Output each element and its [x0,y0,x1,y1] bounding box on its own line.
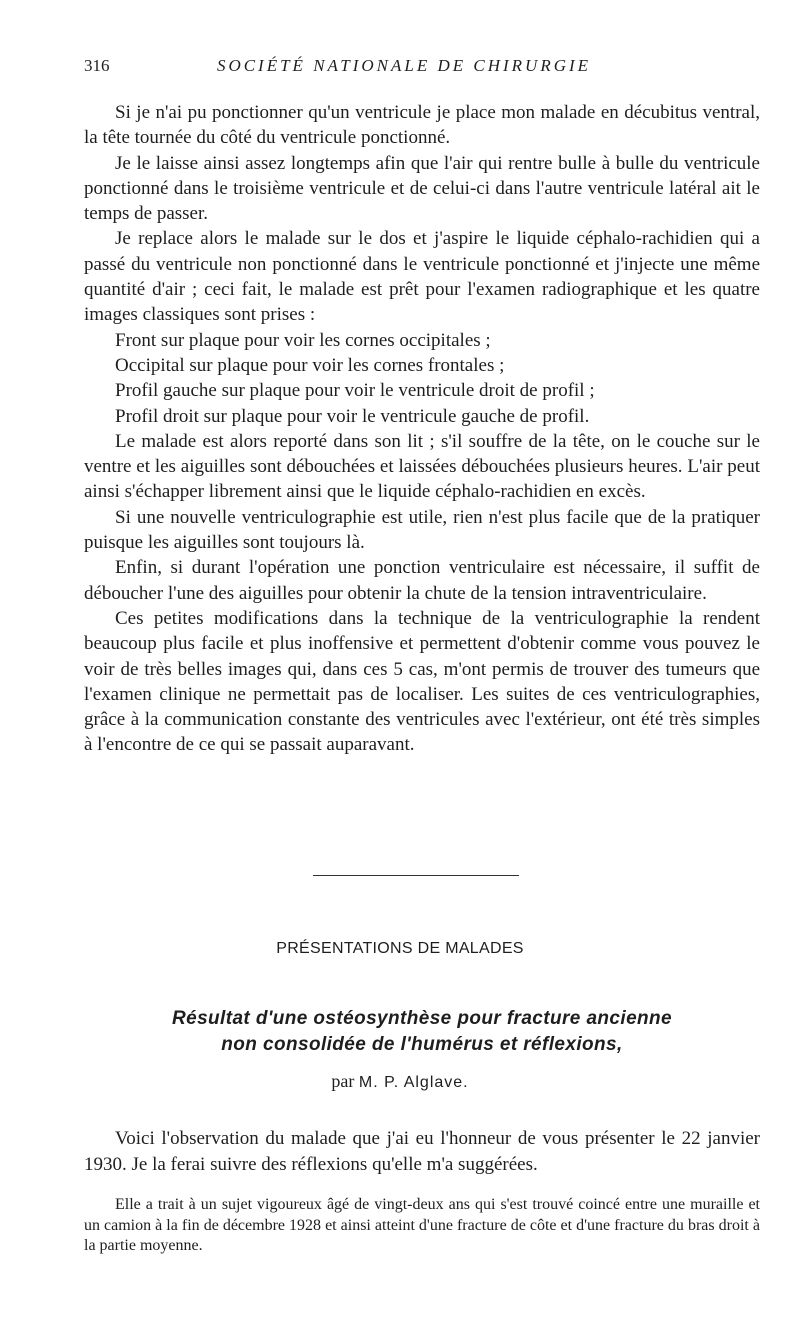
section-divider [313,875,519,876]
paragraph: Je replace alors le malade sur le dos et j'aspire le liquide céphalo-rachidien qui a passé du ventricule non ponctionné dans le ventricule ponctionné et j'injecte une même quantité d'air ; ceci fait, le malade est prêt pour l'examen radiographique et les quatre images classiques sont prises : [84,228,760,326]
section-heading: PRÉSENTATIONS DE MALADES [276,940,524,957]
byline [0,1071,800,1092]
byline-prefix: par [331,1071,359,1091]
paragraph: Enfin, si durant l'opération une ponction ventriculaire est nécessaire, il suffit de déboucher l'une des aiguilles pour obtenir la chute de la tension intraventriculaire. [84,557,760,604]
running-head: SOCIÉTÉ NATIONALE DE CHIRURGIE [216,56,592,75]
paragraph: Voici l'observation du malade que j'ai eu l'honneur de vous présenter le 22 janvier 1930. Je la ferai suivre des réflexions qu'elle m'a suggérées. [84,1128,760,1175]
article-title [84,1006,760,1058]
body-text [84,100,760,758]
article-title-line-1: Résultat d'une ostéosynthèse pour fracture ancienne [171,1008,673,1029]
list-item: Occipital sur plaque pour voir les cornes frontales ; [115,354,505,376]
paragraph: Si je n'ai pu ponctionner qu'un ventricule je place mon malade en décubitus ventral, la tête tournée du côté du ventricule ponctionné. [84,102,760,149]
paragraph: Le malade est alors reporté dans son lit ; s'il souffre de la tête, on le couche sur le ventre et les aiguilles sont débouchées et laissées débouchées plusieurs heures. L'air peut ainsi s'échapper librement ainsi que le liquide céphalo-rachidien en excès. [84,430,760,503]
list-item: Front sur plaque pour voir les cornes occipitales ; [115,329,491,351]
article-title-line-2: non consolidée de l'humérus et réflexions, [221,1034,623,1055]
author-name: M. P. Alglave. [358,1074,469,1091]
paragraph: Je le laisse ainsi assez longtemps afin que l'air qui rentre bulle à bulle du ventricule ponctionné dans le troisième ventricule et de celui-ci dans l'autre ventricule latéral ait le temps de passer. [84,152,760,225]
list-item: Profil droit sur plaque pour voir le ventricule gauche de profil. [115,405,590,427]
list-item: Profil gauche sur plaque pour voir le ventricule droit de profil ; [115,380,595,402]
page-number: 316 [84,56,110,75]
observation-text [84,1195,760,1257]
intro-text [84,1126,760,1177]
page-header [84,56,724,86]
paragraph: Elle a trait à un sujet vigoureux âgé de vingt-deux ans qui s'est trouvé coincé entre une muraille et un camion à la fin de décembre 1928 et ainsi atteint d'une fracture de côte et d'une fracture du bras droit à la partie moyenne. [84,1196,760,1254]
paragraph: Si une nouvelle ventriculographie est utile, rien n'est plus facile que de la pratiquer puisque les aiguilles sont toujours là. [84,506,760,554]
paragraph: Ces petites modifications dans la technique de la ventriculographie la rendent beaucoup plus facile et plus inoffensive et permettent d'obtenir comme vous pouvez le voir de très belles images qui, dans ces 5 cas, m'ont permis de trouver des tumeurs que l'examen clinique ne permettait pas de localiser. Les suites de ces ventriculographies, grâce à la communication constante des ventricules avec l'extérieur, ont été très simples à l'encontre de ce qui se passait auparavant. [84,607,760,756]
